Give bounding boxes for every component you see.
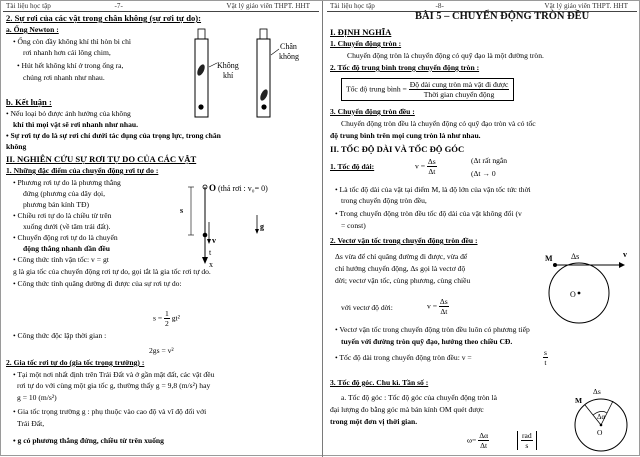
omega-unit-num: rad bbox=[521, 431, 532, 440]
subsection-a-title: a. Ống Newton : bbox=[6, 25, 59, 34]
header-page-number: -8- bbox=[435, 2, 444, 10]
formula-s-fraction bbox=[164, 309, 170, 328]
angular-speed-title: 3. Tốc độ góc. Chu kì. Tần số : bbox=[330, 378, 429, 387]
circular-motion-title: 1. Chuyển động tròn : bbox=[330, 39, 402, 48]
page-divider bbox=[322, 1, 323, 457]
velocity-vector-line-1: Δs vừa để chỉ quãng đường đi được, vừa để bbox=[335, 252, 468, 261]
avg-speed-fraction bbox=[409, 80, 510, 99]
linear-speed-line-4: = const) bbox=[341, 221, 366, 230]
section-II-title: II. NGHIÊN CỨU SỰ RƠI TỰ DO CỦA CÁC VẬT bbox=[6, 154, 197, 164]
section-2-title: 2. Sự rơi của các vật trong chân không (sự rơi tự do): bbox=[6, 13, 202, 23]
tube-label-khong: Không bbox=[217, 61, 239, 70]
axis-s-label: s bbox=[180, 206, 184, 215]
circular-motion-def: Chuyển động tròn là chuyển động có quỹ đạo là một đường tròn. bbox=[347, 51, 544, 60]
uniform-circular-line-2: độ trung bình trên mọi cung tròn là như nhau. bbox=[330, 131, 481, 140]
vec-formula-den: Δt bbox=[440, 307, 448, 316]
vec-formula-num: Δs bbox=[439, 297, 448, 306]
newton-line-4: chúng rơi nhanh như nhau. bbox=[23, 73, 105, 82]
conclusion-line-1: • Nếu loại bỏ được ảnh hưởng của không bbox=[6, 109, 131, 118]
v-st-den: t bbox=[544, 358, 547, 367]
angular-speed-line-2: đại lượng đo bằng góc mà bán kính OM quét được bbox=[330, 405, 484, 414]
gravity-line-1: • Tại một nơi nhất định trên Trái Đất và ở gần mặt đất, các vật đều bbox=[13, 370, 215, 379]
right-page bbox=[327, 1, 637, 457]
uniform-circular-title: 3. Chuyển động tròn đều : bbox=[330, 107, 415, 116]
feature-line-2: đứng (phương của dây dọi, bbox=[23, 189, 106, 198]
lesson-title: BÀI 5 – CHUYỂN ĐỘNG TRÒN ĐỀU bbox=[415, 11, 590, 22]
omega-unit-bracket bbox=[517, 431, 537, 450]
v-st-num: s bbox=[544, 348, 547, 357]
header-left-text: Tài liệu học tập bbox=[6, 2, 51, 10]
avg-speed-title: 2. Tốc độ trung bình trong chuyển động tròn : bbox=[330, 63, 480, 72]
velocity-vector-title: 2. Vectơ vận tốc trong chuyển động tròn đều : bbox=[330, 236, 478, 245]
v-st-fraction bbox=[543, 348, 548, 367]
formula-s-den: 2 bbox=[165, 319, 169, 328]
circle2-o-label: O bbox=[597, 428, 603, 437]
velocity-vector-line-3: dời; vectơ vận tốc, cùng phương, cùng chiều bbox=[335, 276, 471, 285]
feature-line-3: phương bán kính TĐ) bbox=[23, 200, 89, 209]
v-formula-fraction bbox=[427, 157, 437, 176]
feature-line-7: động thẳng nhanh dần đều bbox=[23, 244, 110, 253]
vector-velocity-formula bbox=[427, 297, 449, 316]
circle-v-label: v bbox=[623, 250, 627, 259]
axis-note: (thả rơi : v₀= 0) bbox=[218, 184, 268, 193]
linear-speed-line-3: • Trong chuyển động tròn đều tốc độ dài của vật không đổi (v bbox=[335, 209, 522, 218]
velocity-vector-line-2: chỉ hướng chuyển động, Δs gọi là vectơ độ bbox=[335, 264, 466, 273]
gravity-line-3: g = 10 (m/s²) bbox=[17, 393, 57, 402]
circle-ds-label: Δs bbox=[571, 252, 580, 261]
omega-formula bbox=[467, 431, 537, 450]
circle2-alpha-label: Δα bbox=[597, 413, 606, 421]
linear-speed-formula bbox=[415, 157, 437, 176]
v-formula-den: Δt bbox=[428, 167, 436, 176]
left-header bbox=[3, 1, 319, 12]
circle-o-label: O bbox=[570, 290, 576, 299]
velocity-vector-line-4: với vectơ độ dời: bbox=[341, 303, 393, 312]
avg-speed-lhs: Tốc độ trung bình = bbox=[346, 84, 407, 94]
header-left-text: Tài liệu học tập bbox=[330, 2, 375, 10]
circle-m-label: M bbox=[545, 254, 553, 263]
feature-line-1: • Phương rơi tự do là phương thẳng bbox=[13, 178, 121, 187]
axis-g-label: g bbox=[260, 222, 264, 231]
gravity-accel-title: 2. Gia tốc rơi tự do (gia tốc trọng trường) : bbox=[6, 358, 145, 367]
time-independent-line: • Công thức độc lập thời gian : bbox=[13, 331, 107, 340]
v-condition-2: (Δt → 0 bbox=[471, 169, 496, 178]
v-formula-lhs: v = bbox=[415, 161, 425, 171]
velocity-vector-line-5: • Vectơ vận tốc trong chuyển động tròn đều luôn có phương tiếp bbox=[335, 325, 530, 334]
feature-line-5: xuống dưới (về tâm trái đất). bbox=[23, 222, 111, 231]
distance-formula bbox=[153, 309, 180, 328]
tube-label-khi: khí bbox=[223, 71, 234, 80]
header-right-text: Vật lý giáo viên THPT. HHT bbox=[544, 2, 628, 10]
header-page-number: -7- bbox=[114, 2, 123, 10]
tube-label-khong2: không bbox=[279, 52, 299, 61]
formula-s-lhs: s = bbox=[153, 313, 163, 323]
axis-origin-label: O bbox=[209, 183, 217, 193]
newton-line-2: rơi nhanh hơn cái lông chim, bbox=[23, 48, 111, 57]
angular-speed-line-3: trong một đơn vị thời gian. bbox=[330, 417, 418, 426]
subsection-b-title: b. Kết luận : bbox=[6, 97, 52, 107]
omega-unit bbox=[521, 431, 533, 450]
conclusion-line-2: khí thì mọi vật sẽ rơi nhanh như nhau. bbox=[13, 120, 139, 129]
conclusion-line-4: không bbox=[6, 142, 27, 151]
omega-num: Δα bbox=[479, 431, 489, 440]
newton-line-3: • Hút hết không khí ở trong ống ra, bbox=[17, 61, 124, 70]
uniform-circular-line-1: Chuyển động tròn đều là chuyển động có quỹ đạo tròn và có tốc bbox=[341, 119, 536, 128]
section-II-speed-title: II. TỐC ĐỘ DÀI VÀ TỐC ĐỘ GÓC bbox=[330, 144, 465, 154]
gravity-line-2: rơi tự do với cùng một gia tốc g, thường thấy g = 9,8 (m/s²) hay bbox=[17, 381, 211, 390]
header-right-text: Vật lý giáo viên THPT. HHT bbox=[226, 2, 310, 10]
velocity-vector-line-7: • Tốc độ dài trong chuyển động tròn đều: v = bbox=[335, 353, 472, 362]
conclusion-line-3: • Sự rơi tự do là sự rơi chỉ dưới tác dụng của trọng lực, trong chân bbox=[6, 131, 221, 140]
avg-speed-den: Thời gian chuyển động bbox=[423, 90, 495, 99]
vec-formula-fraction bbox=[439, 297, 449, 316]
section-I-title: I. ĐỊNH NGHĨA bbox=[330, 27, 392, 37]
feature-line-4: • Chiều rơi tự do là chiều từ trên bbox=[13, 211, 112, 220]
feature-line-6: • Chuyển động rơi tự do là chuyển bbox=[13, 233, 118, 242]
axis-x-label: x bbox=[209, 260, 213, 267]
velocity-vector-line-6: tuyến với đường tròn quỹ đạo, hướng theo chiều CĐ. bbox=[341, 337, 513, 346]
feature-line-8: • Công thức tính vận tốc: v = gt bbox=[13, 255, 109, 264]
angular-speed-line-1: a. Tốc độ góc : Tốc độ góc của chuyển động tròn là bbox=[341, 393, 497, 402]
feature-line-10: • Công thức tính quãng đường đi được của sự rơi tự do: bbox=[13, 279, 182, 288]
avg-speed-formula-box bbox=[341, 78, 514, 101]
velocity-circle-figure bbox=[527, 245, 635, 329]
linear-speed-line-2: trong chuyển động tròn đều, bbox=[341, 196, 427, 205]
omega-den: Δt bbox=[480, 441, 488, 450]
left-page bbox=[3, 1, 319, 457]
axis-t-label: t bbox=[209, 248, 212, 257]
features-title: 1. Những đặc điểm của chuyển động rơi tự do : bbox=[6, 166, 159, 175]
circle2-m-label: M bbox=[575, 396, 583, 405]
angular-circle-figure bbox=[563, 383, 637, 455]
newton-tubes-figure bbox=[187, 25, 315, 123]
omega-lhs: ω= bbox=[467, 435, 477, 445]
feature-line-9: g là gia tốc của chuyển động rơi tự do, gọi tắt là gia tốc rơi tự do. bbox=[13, 267, 211, 276]
v-condition-1: (Δt rất ngắn bbox=[471, 156, 508, 165]
linear-speed-line-1: • Là tốc độ dài của vật tại điểm M, là độ lớn của vận tốc tức thời bbox=[335, 185, 531, 194]
v-formula-num: Δs bbox=[427, 157, 436, 166]
circle2-ds-label: Δs bbox=[593, 387, 601, 396]
free-fall-axis-figure bbox=[171, 177, 311, 267]
gravity-line-6: • g có phương thẳng đứng, chiều từ trên xuống bbox=[13, 436, 164, 445]
gravity-line-5: Trái Đất, bbox=[17, 419, 45, 428]
tube-label-chan: Chân bbox=[280, 42, 297, 51]
omega-fraction bbox=[478, 431, 489, 450]
newton-line-1: • Ống còn đầy không khí thì hòn bi chì bbox=[13, 37, 132, 46]
axis-v-label: v bbox=[212, 236, 216, 245]
linear-speed-title: 1. Tốc độ dài: bbox=[330, 162, 375, 171]
v-st-formula bbox=[543, 348, 548, 367]
omega-unit-den: s bbox=[525, 441, 529, 450]
avg-speed-num: Độ dài cung tròn mà vật đi được bbox=[409, 80, 509, 89]
formula-s-rhs: gt² bbox=[171, 313, 180, 323]
vec-formula-lhs: v = bbox=[427, 301, 437, 311]
formula-s-num: 1 bbox=[165, 309, 169, 318]
gravity-line-4: • Gia tốc trọng trường g : phụ thuộc vào cao độ và vĩ độ đối với bbox=[13, 407, 207, 416]
time-independent-formula: 2gs = v² bbox=[149, 346, 174, 355]
